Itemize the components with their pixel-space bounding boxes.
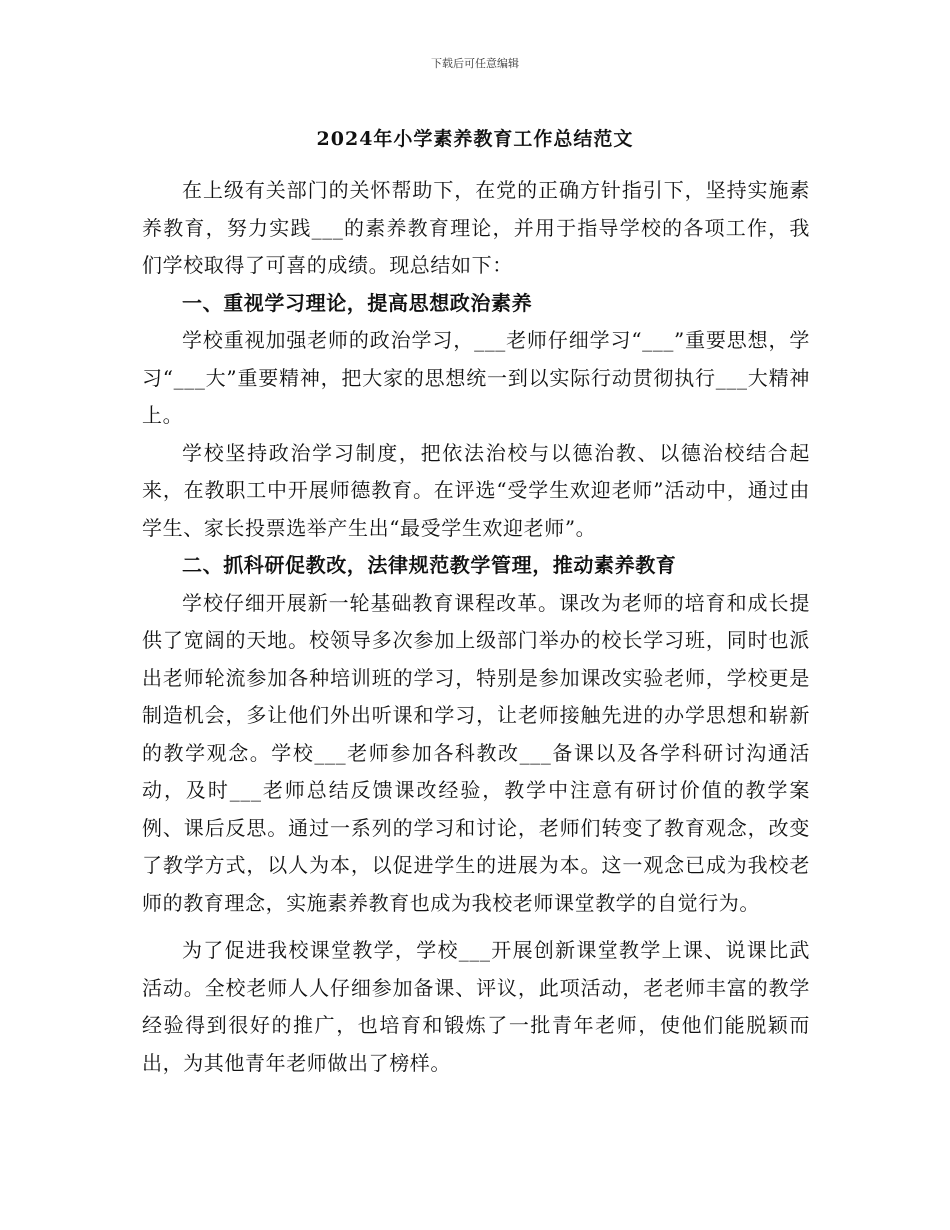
section-1-paragraph-2: 学校坚持政治学习制度，把依法治校与以德治教、以德治校结合起来，在教职工中开展师德教育。在评选“受学生欢迎老师”活动中，通过由学生、家长投票选举产生出“最受学生欢迎老师”。 [142, 440, 810, 540]
document-body [142, 172, 810, 1082]
section-2-heading: 二、抓科研促教改，法律规范教学管理，推动素养教育 [182, 553, 677, 577]
header-note: 下载后可任意编辑 [431, 57, 519, 70]
section-2-paragraph-1: 学校仔细开展新一轮基础教育课程改革。课改为老师的培育和成长提供了宽阔的天地。校领导多次参加上级部门举办的校长学习班，同时也派出老师轮流参加各种培训班的学习，特别是参加课改实验老师，学校更是制造机会，多让他们外出听课和学习，让老师接触先进的办学思想和崭新的教学观念。学校___老师参加各科教改___备课以及各学科研讨沟通活动，及时___老师总结反馈课改经验，教学中注意有研讨价值的教学案例、课后反思。通过一系列的学习和讨论，老师们转变了教育观念，改变了教学方式，以人为本，以促进学生的进展为本。这一观念已成为我校老师的教育理念，实施素养教育也成为我校老师课堂教学的自觉行为。 [142, 590, 810, 915]
paragraph-gap [142, 922, 810, 932]
section-1-heading: 一、重视学习理论，提高思想政治素养 [182, 290, 533, 315]
section-2-paragraph-2: 为了促进我校课堂教学，学校___开展创新课堂教学上课、说课比武活动。全校老师人人仔细参加备课、评议，此项活动，老老师丰富的教学经验得到很好的推广，也培育和锻炼了一批青年老师，使他们能脱颖而出，为其他青年老师做出了榜样。 [142, 938, 810, 1075]
document-title: 2024年小学素养教育工作总结范文 [316, 128, 634, 150]
intro-paragraph: 在上级有关部门的关怀帮助下，在党的正确方针指引下，坚持实施素养教育，努力实践___的素养教育理论，并用于指导学校的各项工作，我们学校取得了可喜的成绩。现总结如下： [142, 178, 810, 277]
section-1-paragraph-1: 学校重视加强老师的政治学习，___老师仔细学习“___”重要思想，学习“___大”重要精神，把大家的思想统一到以实际行动贯彻执行___大精神上。 [142, 328, 810, 427]
